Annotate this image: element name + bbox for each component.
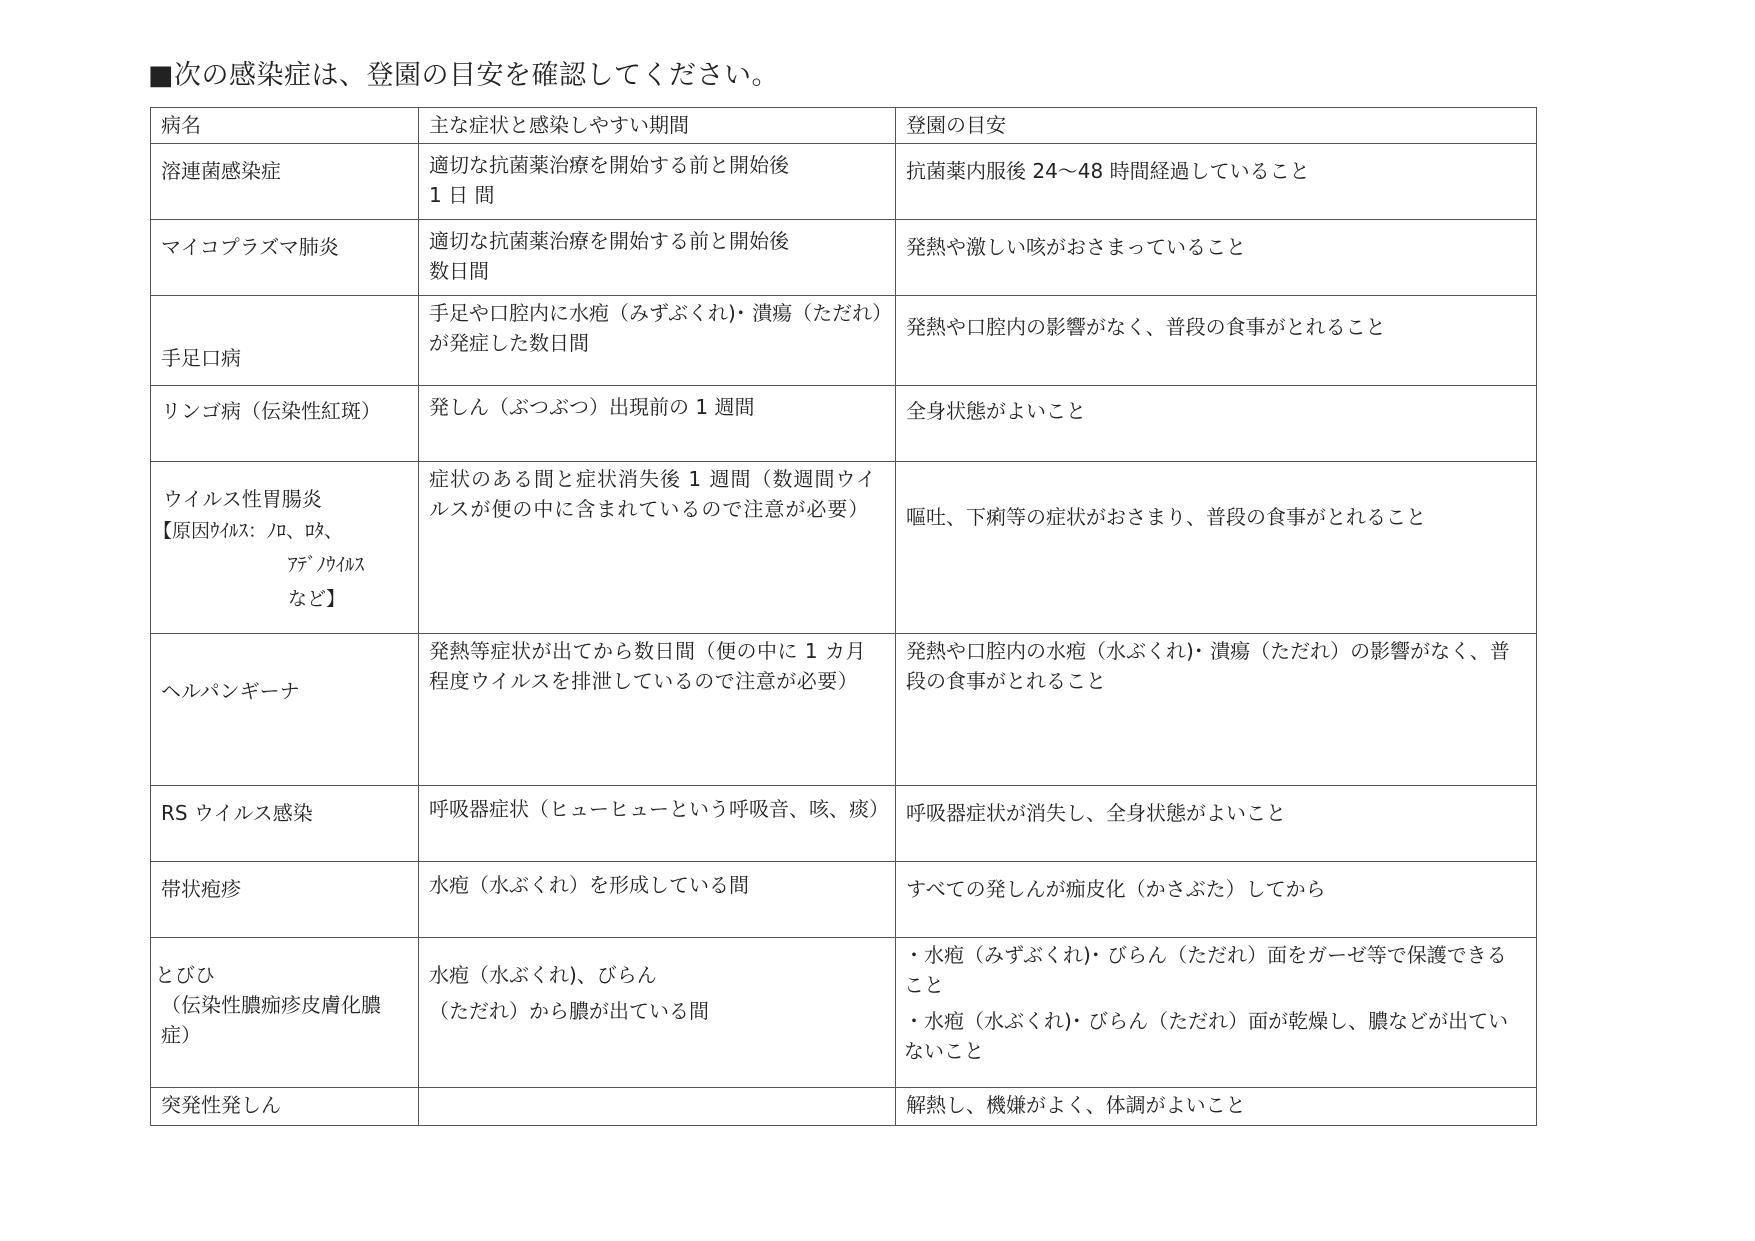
disease-name: 溶連菌感染症 [161,159,281,183]
symptoms-cell [419,862,896,938]
table-row [151,786,1537,862]
symptoms-cell [419,462,896,634]
disease-name-cell [151,938,419,1088]
header-cell: 病名 [151,108,419,144]
guideline-text: 全身状態がよいこと [906,399,1086,423]
cause-virus-note: 【原因ｳｲﾙｽ：ﾉﾛ、ﾛﾀ、 [153,520,344,542]
table-row [151,634,1537,786]
guideline-text: 呼吸器症状が消失し、全身状態がよいこと [906,801,1286,825]
table-row [151,220,1537,296]
disease-name: RS ウイルス感染 [161,801,313,825]
guideline-cell [896,938,1537,1088]
symptoms-cell [419,296,896,386]
table-row [151,144,1537,220]
table-header-row [151,108,1537,144]
symptoms-text: （ただれ）から膿が出ている間 [429,999,709,1023]
table-row [151,1088,1537,1126]
symptoms-cell [419,1088,896,1126]
infectious-disease-table [150,107,1537,1126]
symptoms-text: 適切な抗菌薬治療を開始する前と開始後 [429,229,789,253]
symptoms-text: 発しん（ぶつぶつ）出現前の 1 週間 [429,395,755,419]
table-row [151,296,1537,386]
disease-name: ウイルス性胃腸炎 [163,487,322,511]
guideline-text: すべての発しんが痂皮化（かさぶた）してから [906,877,1326,901]
disease-name-cell [151,296,419,386]
disease-name-cell [151,862,419,938]
symptoms-text: 適切な抗菌薬治療を開始する前と開始後 [429,153,789,177]
symptoms-cell [419,220,896,296]
guideline-cell [896,786,1537,862]
symptoms-cell [419,634,896,786]
guideline-cell [896,634,1537,786]
guideline-text: ・水疱（水ぶくれ)･ びらん（ただれ）面が乾燥し、膿などが出ていないこと [904,1009,1509,1063]
disease-name-detail: （伝染性膿痂疹皮膚化膿症） [161,993,381,1047]
symptoms-text: 数日間 [429,259,489,283]
table-row [151,386,1537,462]
header-cell: 登園の目安 [896,108,1537,144]
disease-name: マイコプラズマ肺炎 [161,235,339,259]
guideline-cell [896,144,1537,220]
disease-name: ヘルパンギーナ [161,679,300,703]
symptoms-text: 発熱等症状が出てから数日間（便の中に 1 カ月程度ウイルスを排泄しているので注意が必要） [429,639,866,693]
guideline-text: 抗菌薬内服後 24～48 時間経過していること [906,159,1310,183]
disease-name-cell [151,386,419,462]
symptoms-text: 手足や口腔内に水疱（みずぶくれ)･ 潰瘍（ただれ）が発症した数日間 [429,301,883,355]
disease-name: 突発性発しん [161,1093,281,1117]
guideline-text: 解熱し、機嫌がよく、体調がよいこと [906,1093,1246,1117]
disease-name: 帯状疱疹 [161,877,241,901]
disease-name: とびひ [155,963,215,987]
guideline-text: 嘔吐、下痢等の症状がおさまり、普段の食事がとれること [906,505,1426,529]
cause-virus-note: など】 [288,588,346,610]
symptoms-cell [419,386,896,462]
symptoms-text: 呼吸器症状（ヒューヒューという呼吸音、咳、痰） [429,797,889,821]
disease-name-cell [151,462,419,634]
symptoms-text: 水疱（水ぶくれ）を形成している間 [429,873,749,897]
guideline-text: 発熱や口腔内の水疱（水ぶくれ)･ 潰瘍（ただれ）の影響がなく、普段の食事がとれること [906,639,1510,693]
symptoms-text: 1 日 間 [429,183,495,207]
table-row [151,462,1537,634]
guideline-cell [896,462,1537,634]
guideline-text: 発熱や口腔内の影響がなく、普段の食事がとれること [906,315,1386,339]
guideline-cell [896,296,1537,386]
guideline-text: ・水疱（みずぶくれ)･ びらん（ただれ）面をガーゼ等で保護できること [904,943,1507,997]
table-row [151,862,1537,938]
page-title: ■次の感染症は、登園の目安を確認してください。 [148,60,780,91]
symptoms-cell [419,144,896,220]
guideline-cell [896,1088,1537,1126]
table-row [151,938,1537,1088]
symptoms-text: 症状のある間と症状消失後 1 週間（数週間ウイルスが便の中に含まれているので注意が必要） [429,467,877,521]
guideline-text: 発熱や激しい咳がおさまっていること [906,235,1246,259]
disease-name-cell [151,144,419,220]
disease-name-cell [151,1088,419,1126]
symptoms-cell [419,786,896,862]
symptoms-cell [419,938,896,1088]
guideline-cell [896,386,1537,462]
guideline-cell [896,220,1537,296]
header-cell: 主な症状と感染しやすい期間 [419,108,896,144]
disease-name-cell [151,786,419,862]
guideline-cell [896,862,1537,938]
disease-name-cell [151,634,419,786]
disease-name-cell [151,220,419,296]
cause-virus-note: ｱﾃﾞﾉｳｲﾙｽ [288,554,365,576]
symptoms-text: 水疱（水ぶくれ)、びらん [429,963,657,987]
disease-name: リンゴ病（伝染性紅斑） [161,399,381,423]
disease-name: 手足口病 [161,346,241,370]
